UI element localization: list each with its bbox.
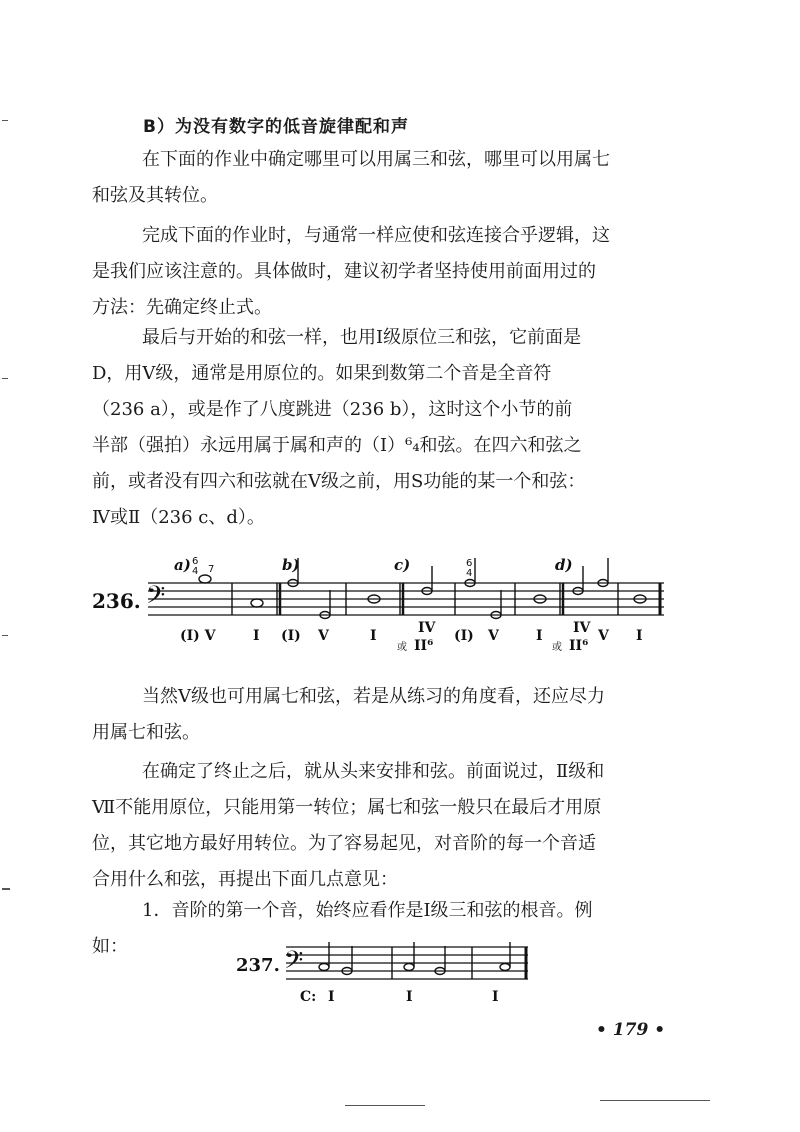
paragraph-4 — [92, 679, 692, 751]
roman-numeral: I — [370, 628, 377, 644]
text-line: 合用什么和弦，再提出下面几点意见： — [92, 869, 398, 890]
text-line: 半部（强拍）永远用属于属和声的（Ⅰ）⁶₄和弦。在四六和弦之 — [92, 435, 582, 456]
roman-numeral: IV — [573, 620, 591, 636]
text-line: 当然Ⅴ级也可用属七和弦，若是从练习的角度看，还应尽力 — [142, 686, 605, 707]
roman-numeral: 或 — [552, 642, 562, 653]
roman-numeral: I — [536, 628, 543, 644]
figure-c-six: 6 — [466, 558, 473, 569]
half-note — [319, 964, 329, 971]
text-line: 位，其它地方最好用转位。为了容易起见，对音阶的每一个音适 — [92, 833, 596, 854]
music-example-237 — [0, 935, 800, 1015]
scan-mark — [2, 888, 10, 890]
roman-numeral: I — [328, 989, 335, 1005]
text-line: 方法：先确定终止式。 — [92, 297, 272, 318]
section-label-a: a) — [174, 556, 191, 574]
paragraph-3 — [92, 320, 692, 536]
scan-mark — [600, 1100, 710, 1101]
text-line: 1．音阶的第一个音，始终应看作是Ⅰ级三和弦的根音。例 — [142, 900, 593, 921]
section-label-d: d) — [555, 556, 573, 574]
key-label: C: — [300, 989, 317, 1005]
roman-numeral: I — [253, 628, 260, 644]
text-line: 用属七和弦。 — [92, 722, 200, 743]
scan-mark — [2, 378, 8, 379]
scan-mark — [2, 635, 8, 636]
notes — [199, 558, 646, 619]
text-line: 如： — [92, 936, 128, 957]
text-line: 在确定了终止之后，就从头来安排和弦。前面说过，Ⅱ级和 — [142, 761, 605, 782]
figure-a-six: 6 — [192, 556, 199, 567]
figure-a-seven: 7 — [208, 564, 215, 575]
section-heading: B）为没有数字的低音旋律配和声 — [143, 117, 409, 137]
roman-numeral: I — [636, 628, 643, 644]
text-line: 最后与开始的和弦一样，也用Ⅰ级原位三和弦，它前面是 — [142, 327, 582, 348]
paragraph-1 — [92, 142, 692, 214]
scan-mark — [2, 120, 8, 121]
figure-c-four: 4 — [466, 568, 473, 579]
roman-numeral: (I) — [454, 628, 474, 644]
roman-numeral: (I) V — [180, 628, 216, 644]
half-note — [404, 964, 414, 971]
example-number: 236. — [92, 589, 141, 613]
text-line: Ⅳ或Ⅱ（236 c、d）。 — [92, 507, 265, 528]
section-label-b: b) — [282, 556, 300, 574]
paragraph-5 — [92, 754, 692, 898]
page-number: • 179 • — [596, 1020, 666, 1040]
text-line: Ⅶ不能用原位，只能用第一转位；属七和弦一般只在最后才用原 — [92, 797, 602, 818]
roman-numeral: V — [488, 628, 499, 644]
bass-clef-icon: 𝄢 — [146, 581, 166, 616]
text-line: （236 a），或是作了八度跳进（236 b），这时这个小节的前 — [92, 399, 573, 420]
roman-numeral: (I) — [281, 628, 301, 644]
music-example-236 — [0, 550, 800, 660]
roman-numeral: V — [318, 628, 329, 644]
paragraph-2 — [92, 218, 692, 326]
figure-a-four: 4 — [192, 566, 199, 577]
example-number: 237. — [236, 955, 280, 976]
section-label-c: c) — [394, 556, 411, 574]
half-note — [500, 964, 510, 971]
roman-numeral: V — [598, 628, 609, 644]
roman-numeral: IV — [418, 620, 436, 636]
bass-clef-icon: 𝄢 — [284, 946, 304, 981]
roman-numeral: I — [492, 989, 499, 1005]
roman-numerals — [180, 620, 643, 654]
staff-lines — [148, 583, 664, 615]
whole-note — [199, 575, 211, 583]
scan-mark — [345, 1105, 425, 1106]
text-line: D，用Ⅴ级，通常是用原位的。如果到数第二个音是全音符 — [92, 363, 552, 384]
roman-numeral: II⁶ — [414, 638, 434, 654]
text-line: 和弦及其转位。 — [92, 185, 218, 206]
text-line: 完成下面的作业时，与通常一样应使和弦连接合乎逻辑，这 — [142, 225, 610, 246]
roman-numeral: 或 — [397, 642, 407, 653]
roman-numeral: I — [406, 989, 413, 1005]
text-line: 是我们应该注意的。具体做时，建议初学者坚持使用前面用过的 — [92, 261, 596, 282]
text-line: 在下面的作业中确定哪里可以用属三和弦，哪里可以用属七 — [142, 149, 610, 170]
roman-numeral: II⁶ — [569, 638, 589, 654]
whole-note — [251, 599, 263, 607]
text-line: 前，或者没有四六和弦就在Ⅴ级之前，用S功能的某一个和弦： — [92, 471, 586, 492]
